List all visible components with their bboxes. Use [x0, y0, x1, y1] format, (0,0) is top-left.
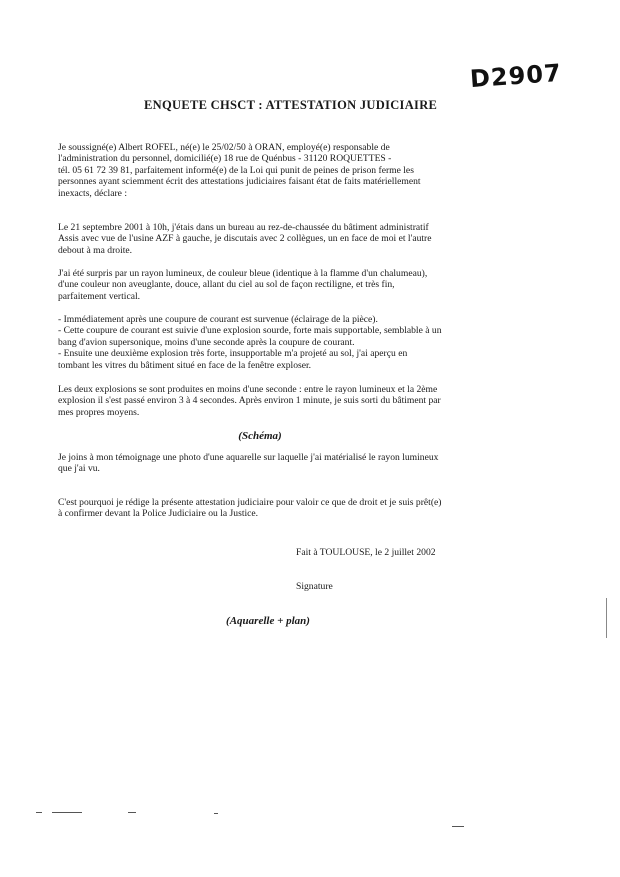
text-line: parfaitement vertical. — [58, 290, 141, 302]
scan-dash-mark — [452, 826, 464, 827]
text-line: l'administration du personnel, domicilié(e) 18 rue de Quénbus - 31120 ROQUETTES - — [58, 153, 392, 165]
attachment-label: (Aquarelle + plan) — [226, 615, 310, 627]
text-line: - Ensuite une deuxième explosion très forte, insupportable m'a projeté au sol, j'ai aperçu en — [58, 348, 408, 360]
explosions-timing-paragraph — [58, 384, 470, 418]
text-line: Le 21 septembre 2001 à 10h, j'étais dans un bureau au rez-de-chaussée du bâtiment administratif — [58, 222, 429, 233]
scan-dash-mark — [36, 812, 42, 813]
light-ray-paragraph — [58, 268, 470, 302]
text-line: mes propres moyens. — [58, 406, 140, 418]
text-line: debout à ma droite. — [58, 244, 133, 256]
closing-paragraph — [58, 497, 470, 520]
watercolor-paragraph — [58, 452, 470, 475]
text-line: J'ai été surpris par un rayon lumineux, de couleur bleue (identique à la flamme d'un chalumeau), — [58, 268, 428, 279]
text-line: explosion il s'est passé environ 3 à 4 secondes. Après environ 1 minute, je suis sorti du bâtiment par — [58, 395, 441, 407]
text-line: Les deux explosions se sont produites en moins d'une seconde : entre le rayon lumineux et la 2ème — [58, 384, 438, 395]
signature-label: Signature — [296, 581, 333, 592]
schema-label: (Schéma) — [238, 430, 282, 442]
location-paragraph — [58, 222, 470, 256]
text-line: que j'ai vu. — [58, 463, 100, 475]
text-line: tombant les vitres du bâtiment situé en face de la fenêtre exploser. — [58, 359, 312, 371]
scan-edge-mark — [606, 598, 607, 638]
handwritten-reference-number: D2907 — [469, 58, 563, 94]
scan-dash-mark — [52, 812, 82, 813]
scan-dash-mark — [214, 813, 218, 814]
text-line: d'une couleur non aveuglante, douce, allant du ciel au sol de façon rectiligne, et très fin, — [58, 279, 395, 291]
document-title: ENQUETE CHSCT : ATTESTATION JUDICIAIRE — [144, 98, 438, 112]
text-line: tél. 05 61 72 39 81, parfaitement informé(e) de la Loi qui punit de peines de prison ferme les — [58, 164, 414, 176]
text-line: à confirmer devant la Police Judiciaire ou la Justice. — [58, 508, 259, 520]
text-line: Je joins à mon témoignage une photo d'une aquarelle sur laquelle j'ai matérialisé le rayon lumineux — [58, 452, 439, 463]
text-line: bang d'avion supersonique, moins d'une seconde après la coupure de courant. — [58, 336, 355, 348]
text-line: - Cette coupure de courant est suivie d'une explosion sourde, forte mais supportable, semblable à un — [58, 325, 442, 337]
scan-dash-mark — [128, 812, 136, 813]
events-list-paragraph — [58, 314, 470, 371]
place-and-date: Fait à TOULOUSE, le 2 juillet 2002 — [296, 547, 436, 558]
text-line: C'est pourquoi je rédige la présente attestation judiciaire pour valoir ce que de droit et je suis prêt(e) — [58, 497, 442, 508]
text-line: - Immédiatement après une coupure de courant est survenue (éclairage de la pièce). — [58, 314, 378, 325]
text-line: inexacts, déclare : — [58, 187, 127, 199]
declarant-paragraph — [58, 142, 470, 199]
text-line: personnes ayant sciemment écrit des attestations judiciaires faisant état de faits matériellement — [58, 176, 421, 188]
text-line: Assis avec vue de l'usine AZF à gauche, je discutais avec 2 collègues, un en face de moi et l'autre — [58, 233, 432, 245]
text-line: Je soussigné(e) Albert ROFEL, né(e) le 25/02/50 à ORAN, employé(e) responsable de — [58, 142, 390, 153]
